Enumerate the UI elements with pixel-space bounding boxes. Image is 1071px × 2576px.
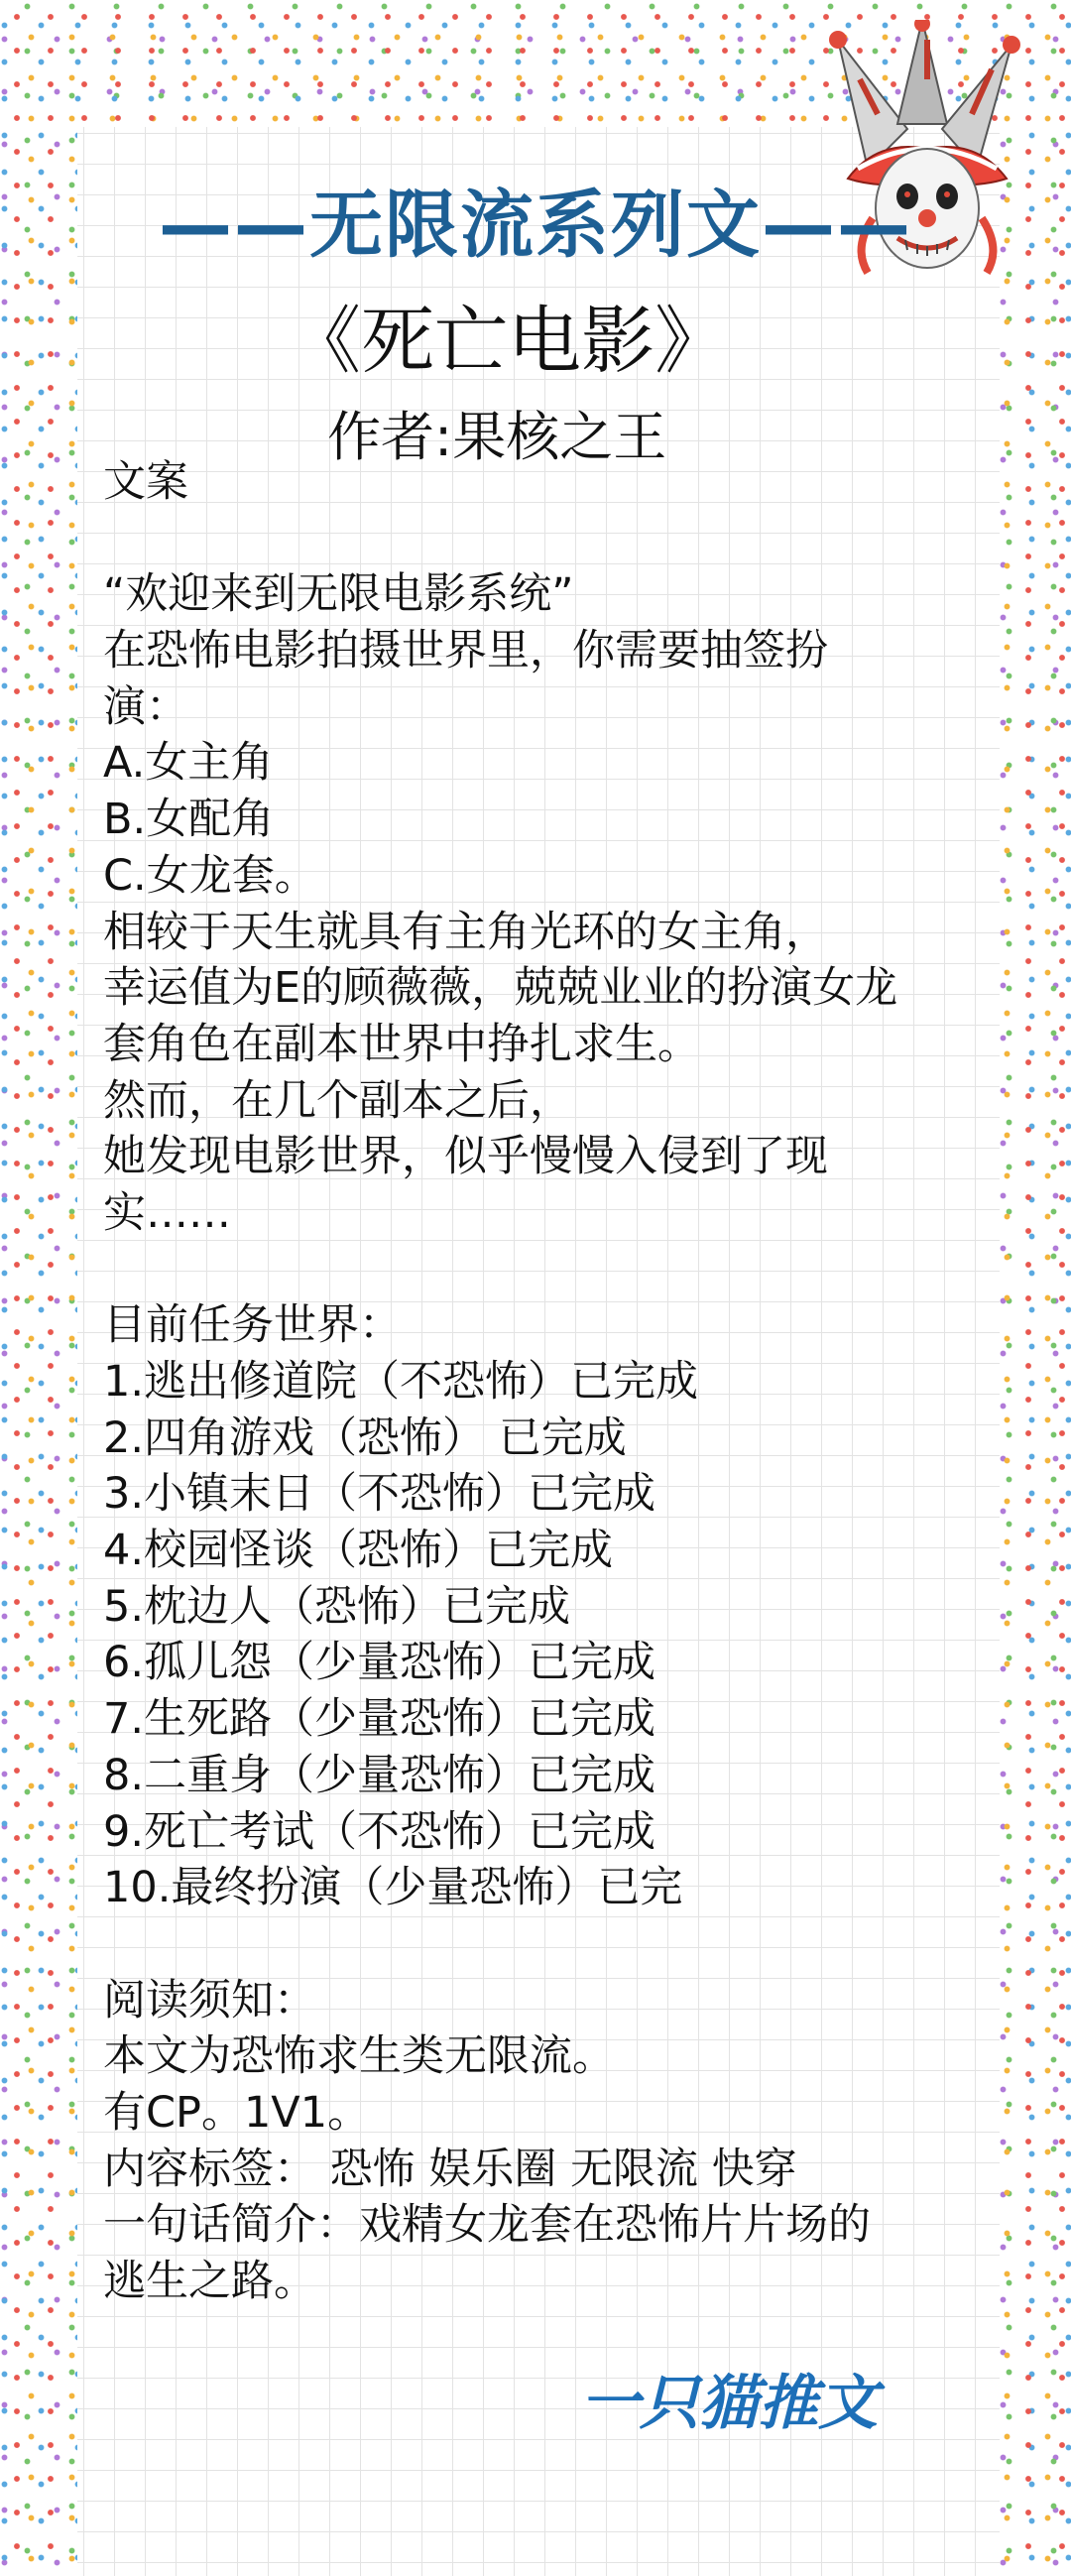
mission-item: 6.孤儿怨（少量恐怖）已完成: [103, 1638, 656, 1688]
synopsis-line: 相较于天生就具有主角光环的女主角，: [103, 907, 828, 957]
mission-item: 9.死亡考试（不恐怖）已完成: [103, 1806, 656, 1857]
synopsis-line: A.女主角: [103, 738, 274, 789]
blank-line: [103, 1242, 996, 1298]
synopsis-line: B.女配角: [103, 795, 275, 845]
mission-item: 8.二重身（少量恐怖）已完成: [103, 1750, 656, 1800]
mission-item: 3.小镇末日（不恐怖）已完成: [103, 1469, 656, 1520]
mission-item: 7.生死路（少量恐怖）已完成: [103, 1694, 656, 1745]
book-title: 《死亡电影》: [288, 299, 728, 384]
synopsis-line: “欢迎来到无限电影系统”: [103, 569, 574, 620]
synopsis-line: 演：: [103, 681, 188, 732]
series-header: ——无限流系列文——: [159, 183, 912, 268]
blank-line: [103, 511, 996, 567]
synopsis-line: 幸运值为E的顾薇薇，兢兢业业的扮演女龙: [103, 963, 898, 1014]
mission-item: 10.最终扮演（少量恐怖）已完: [103, 1863, 683, 1913]
mission-item: 4.校园怪谈（恐怖）已完成: [103, 1526, 614, 1576]
synopsis-line: 实……: [103, 1187, 231, 1238]
body-text: [103, 454, 996, 2310]
synopsis-line: 然而，在几个副本之后，: [103, 1075, 572, 1126]
mission-item: 1.逃出修道院（不恐怖）已完成: [103, 1357, 699, 1407]
notes-line: 有CP。1V1。: [103, 2087, 371, 2138]
notes-line: 本文为恐怖求生类无限流。: [103, 2031, 615, 2082]
notes-line: 内容标签： 恐怖 娱乐圈 无限流 快穿: [103, 2144, 797, 2194]
notes-line: 一句话简介：戏精女龙套在恐怖片片场的: [103, 2200, 871, 2251]
signature-watermark: 一只猫推文: [580, 2369, 878, 2438]
synopsis-line: 在恐怖电影拍摄世界里，你需要抽签扮: [103, 626, 828, 676]
synopsis-line: 她发现电影世界，似乎慢慢入侵到了现: [103, 1132, 828, 1182]
missions-heading: 目前任务世界：: [103, 1300, 402, 1351]
book-author: 作者:果核之王: [327, 406, 667, 468]
blank-line: [103, 1916, 996, 1973]
synopsis-heading: 文案: [103, 457, 188, 507]
synopsis-line: C.女龙套。: [103, 850, 317, 901]
synopsis-line: 套角色在副本世界中挣扎求生。: [103, 1019, 700, 1069]
notes-line: 逃生之路。: [103, 2257, 316, 2306]
notes-heading: 阅读须知：: [103, 1975, 316, 2025]
mission-item: 5.枕边人（恐怖）已完成: [103, 1581, 571, 1632]
mission-item: 2.四角游戏（恐怖） 已完成: [103, 1412, 627, 1463]
